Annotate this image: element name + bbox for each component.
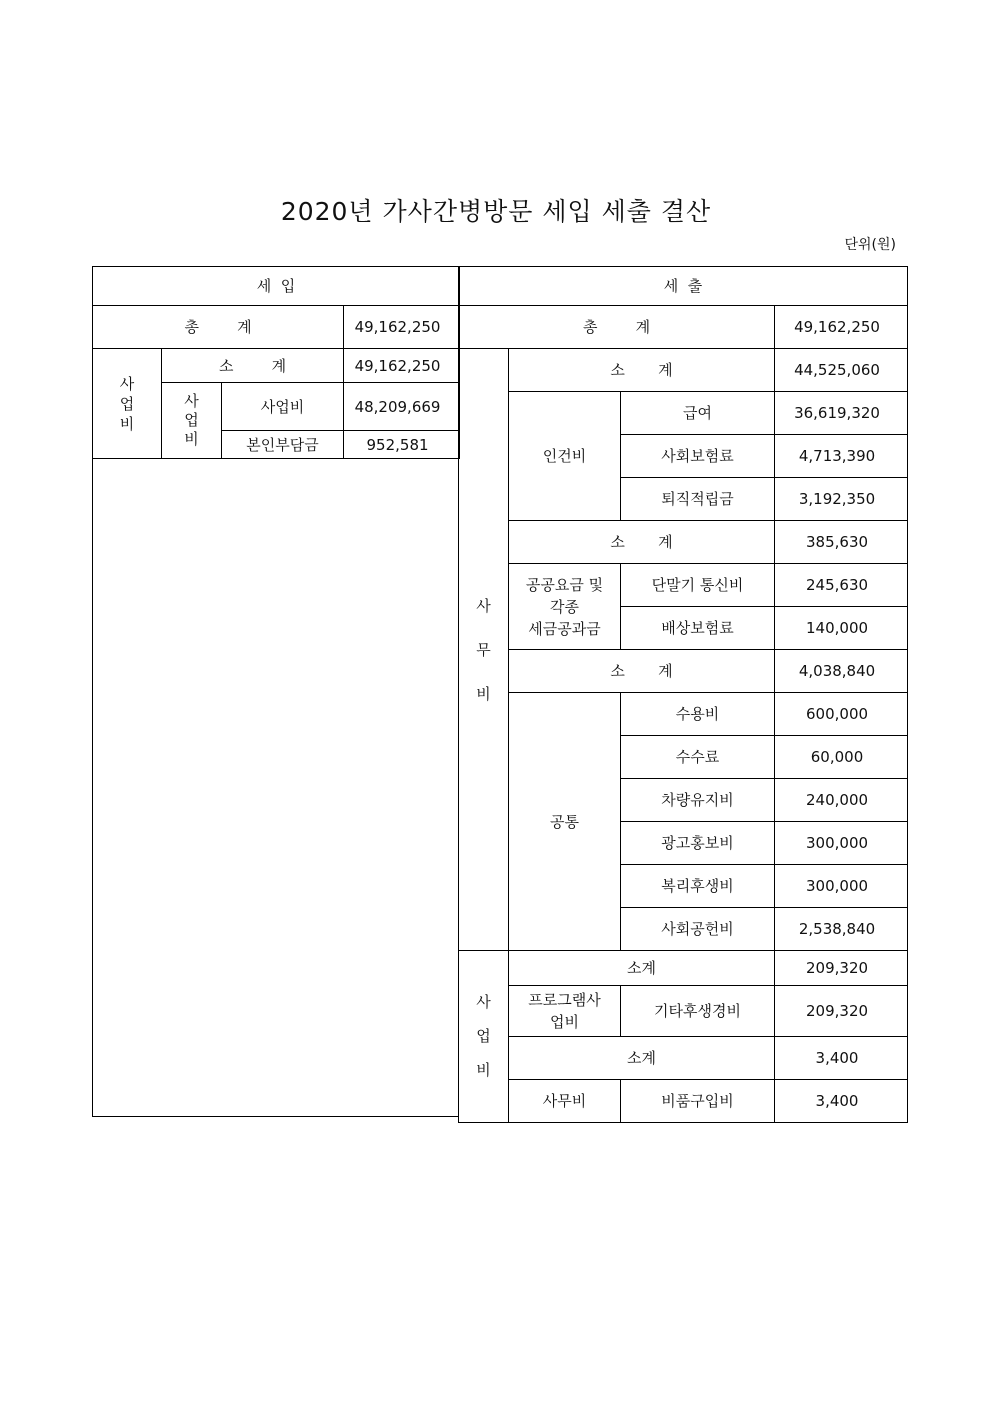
table-row [459, 650, 908, 693]
income-subtotal-value: 49,162,250 [344, 349, 460, 383]
common-item-label: 차량유지비 [621, 779, 775, 822]
table-row [459, 349, 908, 392]
personnel-item-value: 4,713,390 [775, 435, 908, 478]
utilities-subtotal-value: 385,630 [775, 521, 908, 564]
income-panel [92, 266, 460, 1117]
page-title: 2020년 가사간병방문 세입 세출 결산 [280, 197, 712, 226]
personnel-item-label: 급여 [621, 392, 775, 435]
income-item-label: 본인부담금 [222, 431, 344, 459]
common-item-value: 240,000 [775, 779, 908, 822]
office-subtotal-value: 44,525,060 [775, 349, 908, 392]
table-row [459, 951, 908, 986]
expense-total-label: 총 계 [459, 306, 775, 349]
utilities-label: 공공요금 및 각종 세금공과금 [509, 564, 621, 650]
personnel-item-value: 36,619,320 [775, 392, 908, 435]
table-row [459, 521, 908, 564]
expense-panel [458, 266, 908, 1123]
income-group-label: 사 업 비 [93, 349, 162, 459]
personnel-item-value: 3,192,350 [775, 478, 908, 521]
common-item-value: 2,538,840 [775, 908, 908, 951]
personnel-item-label: 사회보험료 [621, 435, 775, 478]
utilities-item-label: 배상보험료 [621, 607, 775, 650]
common-label: 공통 [509, 693, 621, 951]
income-total-row [93, 306, 460, 349]
expense-header: 세 출 [459, 267, 908, 306]
utilities-item-value: 140,000 [775, 607, 908, 650]
income-item-value: 952,581 [344, 431, 460, 459]
income-item-value: 48,209,669 [344, 383, 460, 431]
income-header-row [93, 267, 460, 306]
expense-table [458, 266, 908, 1123]
common-item-value: 300,000 [775, 865, 908, 908]
table-row [459, 1037, 908, 1080]
business-office-label: 사무비 [509, 1080, 621, 1123]
expense-header-row [459, 267, 908, 306]
income-header: 세 입 [93, 267, 460, 306]
common-subtotal-label: 소 계 [509, 650, 775, 693]
income-subtotal-row [93, 349, 460, 383]
expense-total-row [459, 306, 908, 349]
common-item-label: 수수료 [621, 736, 775, 779]
table-row [459, 564, 908, 607]
program-item-label: 기타후생경비 [621, 986, 775, 1037]
common-item-value: 60,000 [775, 736, 908, 779]
common-item-label: 사회공헌비 [621, 908, 775, 951]
business-office-item-label: 비품구입비 [621, 1080, 775, 1123]
table-row [459, 392, 908, 435]
income-item-label: 사업비 [222, 383, 344, 431]
business-office-item-value: 3,400 [775, 1080, 908, 1123]
common-item-label: 광고홍보비 [621, 822, 775, 865]
income-subgroup-label: 사 업 비 [162, 383, 222, 459]
table-row [459, 1080, 908, 1123]
income-total-value: 49,162,250 [344, 306, 460, 349]
business-subtotal-value: 209,320 [775, 951, 908, 986]
table-row [459, 986, 908, 1037]
expense-total-value: 49,162,250 [775, 306, 908, 349]
common-item-label: 수용비 [621, 693, 775, 736]
utilities-item-label: 단말기 통신비 [621, 564, 775, 607]
personnel-label: 인건비 [509, 392, 621, 521]
personnel-item-label: 퇴직적립금 [621, 478, 775, 521]
common-subtotal-value: 4,038,840 [775, 650, 908, 693]
program-item-value: 209,320 [775, 986, 908, 1037]
unit-label: 단위(원) [844, 237, 896, 253]
income-blank-area [92, 459, 459, 1117]
income-subtotal-label: 소 계 [162, 349, 344, 383]
income-total-label: 총 계 [93, 306, 344, 349]
business-subtotal-value: 3,400 [775, 1037, 908, 1080]
common-item-value: 300,000 [775, 822, 908, 865]
utilities-item-value: 245,630 [775, 564, 908, 607]
income-table [92, 266, 460, 459]
program-label: 프로그램사 업비 [509, 986, 621, 1037]
business-subtotal-label: 소계 [509, 1037, 775, 1080]
common-item-label: 복리후생비 [621, 865, 775, 908]
office-group-label: 사 무 비 [459, 349, 509, 951]
table-row [459, 693, 908, 736]
business-group-label: 사 업 비 [459, 951, 509, 1123]
office-subtotal-label: 소 계 [509, 349, 775, 392]
utilities-subtotal-label: 소 계 [509, 521, 775, 564]
business-subtotal-label: 소계 [509, 951, 775, 986]
common-item-value: 600,000 [775, 693, 908, 736]
